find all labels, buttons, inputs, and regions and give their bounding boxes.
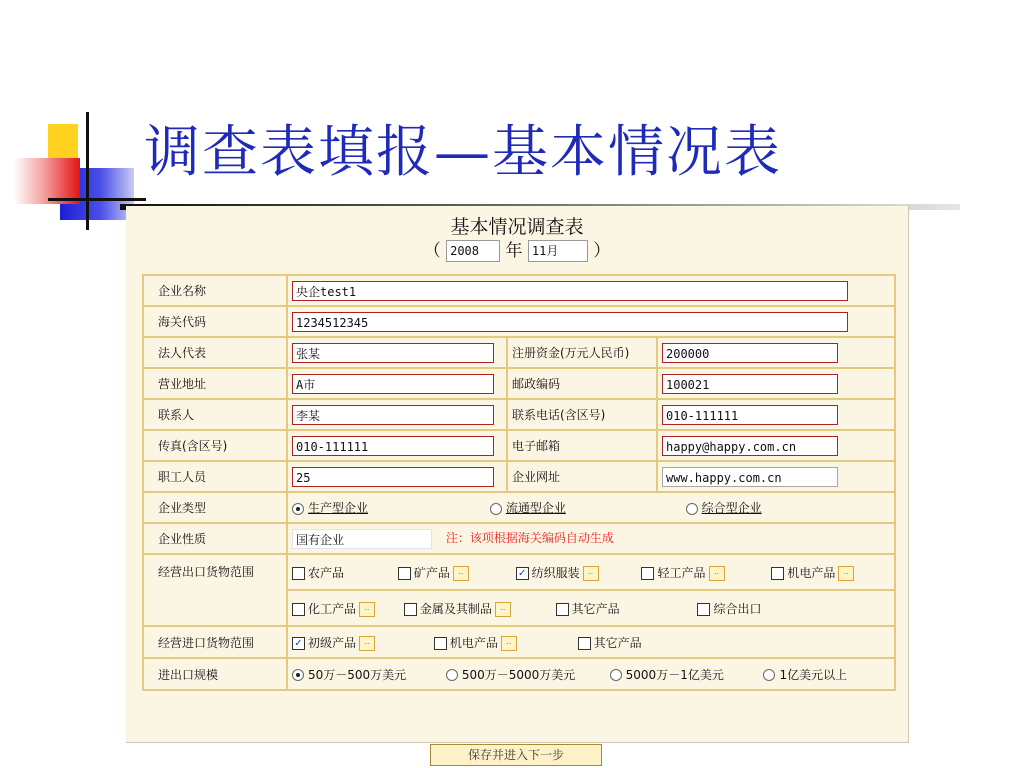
period-row <box>126 236 908 262</box>
reg-capital-input[interactable]: 200000 <box>662 343 838 363</box>
checkbox-icon <box>292 567 305 580</box>
website-label: 企业网址 <box>507 461 657 492</box>
legal-rep-label: 法人代表 <box>143 337 287 368</box>
radio-scale-1[interactable]: 50万－500万美元 <box>292 666 442 683</box>
customs-code-input[interactable]: 1234512345 <box>292 312 848 332</box>
checkbox-comprehensive-export[interactable]: 综合出口 <box>697 600 761 617</box>
more-button[interactable]: .. <box>501 636 517 651</box>
customs-code-label: 海关代码 <box>143 306 287 337</box>
company-name-input[interactable]: 央企test1 <box>292 281 848 301</box>
decor-yellow-square <box>48 124 78 162</box>
month-select[interactable]: 11月 <box>528 240 588 262</box>
radio-selected-icon <box>292 669 304 681</box>
checkbox-minerals[interactable]: 矿产品 .. <box>398 564 512 581</box>
checkbox-import-other[interactable]: 其它产品 <box>578 634 642 651</box>
year-unit: 年 <box>505 241 523 261</box>
contact-input[interactable]: 李某 <box>292 405 494 425</box>
table-row <box>143 492 895 523</box>
checkbox-icon <box>697 603 710 616</box>
address-input[interactable]: A市 <box>292 374 494 394</box>
save-next-button[interactable]: 保存并进入下一步 <box>430 744 602 766</box>
radio-icon <box>490 503 502 515</box>
checkbox-primary-products[interactable]: ✓ 初级产品 .. <box>292 634 430 651</box>
radio-comprehensive[interactable]: 综合型企业 <box>686 499 762 516</box>
postcode-input[interactable]: 100021 <box>662 374 838 394</box>
company-name-label: 企业名称 <box>143 275 287 306</box>
table-row <box>143 275 895 306</box>
table-row <box>143 430 895 461</box>
radio-icon <box>763 669 775 681</box>
radio-icon <box>686 503 698 515</box>
import-scope-label: 经营进口货物范围 <box>143 626 287 658</box>
checkbox-icon <box>434 637 447 650</box>
checkbox-icon <box>292 603 305 616</box>
radio-scale-2[interactable]: 500万－5000万美元 <box>446 666 606 683</box>
checkbox-textiles[interactable]: ✓ 纺织服装 .. <box>516 564 638 581</box>
table-row <box>143 554 895 590</box>
radio-selected-icon <box>292 503 304 515</box>
paren-close: ） <box>593 241 611 261</box>
staff-label: 职工人员 <box>143 461 287 492</box>
checkbox-checked-icon: ✓ <box>292 637 305 650</box>
checkbox-agriculture[interactable]: 农产品 <box>292 564 394 581</box>
table-row <box>143 368 895 399</box>
fax-label: 传真(含区号) <box>143 430 287 461</box>
checkbox-icon <box>771 567 784 580</box>
form-table <box>142 274 896 691</box>
reg-capital-label: 注册资金(万元人民币) <box>507 337 657 368</box>
radio-production[interactable]: 生产型企业 <box>292 499 486 516</box>
more-button[interactable]: .. <box>453 566 469 581</box>
website-input[interactable]: www.happy.com.cn <box>662 467 838 487</box>
form-title: 基本情况调查表 <box>450 216 584 238</box>
radio-scale-3[interactable]: 5000万－1亿美元 <box>610 666 760 683</box>
more-button[interactable]: .. <box>359 602 375 617</box>
table-row <box>143 626 895 658</box>
checkbox-icon <box>641 567 654 580</box>
email-label: 电子邮箱 <box>507 430 657 461</box>
more-button[interactable]: .. <box>709 566 725 581</box>
phone-input[interactable]: 010-111111 <box>662 405 838 425</box>
table-row <box>143 461 895 492</box>
company-nature-note: 注：该项根据海关编码自动生成 <box>445 531 614 545</box>
table-row <box>143 523 895 554</box>
checkbox-chemicals[interactable]: 化工产品 .. <box>292 600 400 617</box>
fax-input[interactable]: 010-111111 <box>292 436 494 456</box>
more-button[interactable]: .. <box>359 636 375 651</box>
more-button[interactable]: .. <box>838 566 854 581</box>
checkbox-icon <box>578 637 591 650</box>
survey-form <box>126 206 909 743</box>
checkbox-checked-icon: ✓ <box>516 567 529 580</box>
scale-label: 进出口规模 <box>143 658 287 690</box>
checkbox-icon <box>556 603 569 616</box>
checkbox-metals[interactable]: 金属及其制品 .. <box>404 600 552 617</box>
more-button[interactable]: .. <box>495 602 511 617</box>
table-row <box>143 658 895 690</box>
email-input[interactable]: happy@happy.com.cn <box>662 436 838 456</box>
checkbox-other-products[interactable]: 其它产品 <box>556 600 694 617</box>
decor-vertical-line <box>86 112 89 230</box>
radio-icon <box>446 669 458 681</box>
year-input[interactable]: 2008 <box>446 240 500 262</box>
postcode-label: 邮政编码 <box>507 368 657 399</box>
checkbox-electromechanical[interactable]: 机电产品 .. <box>771 564 854 581</box>
paren-open: （ <box>423 241 441 261</box>
staff-input[interactable]: 25 <box>292 467 494 487</box>
checkbox-icon <box>404 603 417 616</box>
checkbox-light-industry[interactable]: 轻工产品 .. <box>641 564 767 581</box>
slide-title: 调查表填报—基本情况表 <box>144 120 782 185</box>
radio-icon <box>610 669 622 681</box>
phone-label: 联系电话(含区号) <box>507 399 657 430</box>
company-nature-label: 企业性质 <box>143 523 287 554</box>
company-type-label: 企业类型 <box>143 492 287 523</box>
checkbox-icon <box>398 567 411 580</box>
company-nature-input: 国有企业 <box>292 529 432 549</box>
checkbox-import-electromechanical[interactable]: 机电产品 .. <box>434 634 574 651</box>
legal-rep-input[interactable]: 张某 <box>292 343 494 363</box>
table-row <box>143 337 895 368</box>
contact-label: 联系人 <box>143 399 287 430</box>
radio-scale-4[interactable]: 1亿美元以上 <box>763 666 847 683</box>
more-button[interactable]: .. <box>583 566 599 581</box>
export-scope-label: 经营出口货物范围 <box>143 554 287 626</box>
table-row <box>143 306 895 337</box>
decor-horizontal-line <box>48 198 146 201</box>
radio-circulation[interactable]: 流通型企业 <box>490 499 682 516</box>
table-row <box>143 399 895 430</box>
address-label: 营业地址 <box>143 368 287 399</box>
